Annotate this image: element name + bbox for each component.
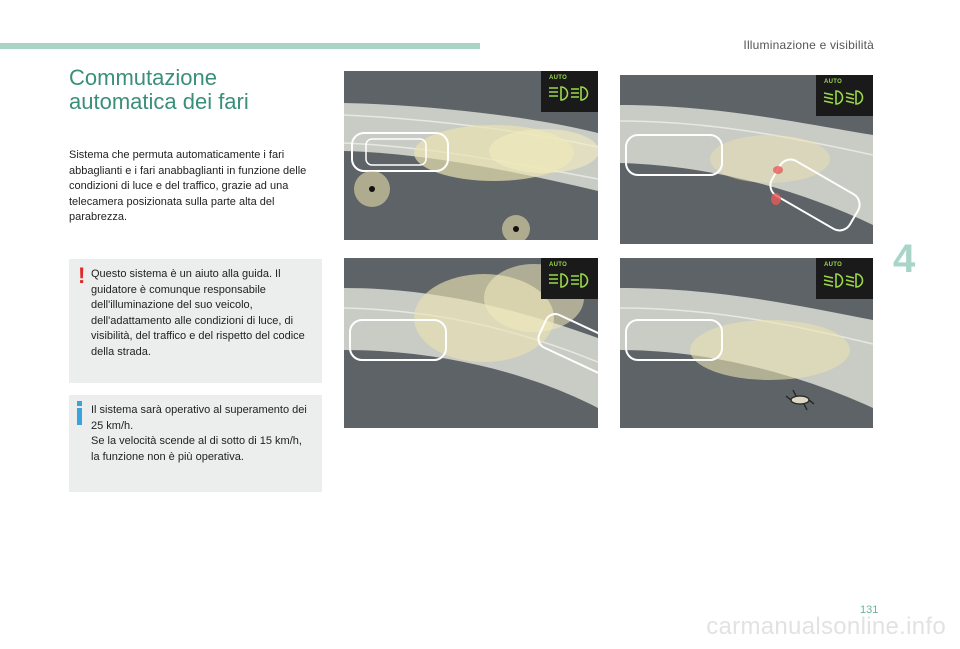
page-title-line1: Commutazione [69, 65, 217, 90]
pedestrian-figure [786, 390, 814, 410]
illustration-high-beam-clear-road [344, 71, 598, 240]
illustration-pedestrian-low-beam [620, 258, 873, 428]
illustration-oncoming-vehicle [620, 75, 873, 244]
warning-text: Questo sistema è un aiuto alla guida. Il guidatore è comunque responsabile dell'illuminazione del suo veicolo, dell'adattamento alle condizioni di luce, di visibilità, del traffico e del rispetto del codice della strada. [91, 268, 305, 358]
auto-indicator-2 [816, 75, 873, 116]
page-title-line2: automatica dei fari [69, 89, 249, 114]
info-i-icon [76, 401, 83, 423]
auto-indicator-3 [541, 258, 598, 299]
auto-indicator-4 [816, 258, 873, 299]
auto-indicator-1 [541, 71, 598, 112]
auto-label: AUTO [824, 79, 843, 85]
info-text-2: Se la velocità scende al di sotto di 15 km/h, la funzione non è più operativa. [91, 435, 302, 463]
chapter-number: 4 [893, 237, 916, 281]
illustration-high-beam-curve [344, 258, 598, 428]
info-note [69, 395, 322, 492]
page-title [69, 66, 329, 114]
info-text-1: Il sistema sarà operativo al superamento dei 25 km/h. [91, 404, 307, 432]
section-header-title: Illuminazione e visibilità [743, 38, 874, 52]
header-accent-bar [0, 43, 480, 49]
intro-paragraph: Sistema che permuta automaticamente i fari abbaglianti e i fari anabbaglianti in funzione delle condizioni di luce e del traffico, grazie ad una telecamera posizionata sulla parte alta del parabrezza. [69, 149, 307, 223]
watermark: carmanualsonline.info [706, 613, 946, 640]
auto-label: AUTO [549, 75, 568, 81]
warning-exclamation-icon: ! [78, 263, 86, 288]
page-number: 131 [860, 604, 879, 616]
auto-label: AUTO [824, 262, 843, 268]
warning-note [69, 259, 322, 383]
auto-label: AUTO [549, 262, 568, 268]
